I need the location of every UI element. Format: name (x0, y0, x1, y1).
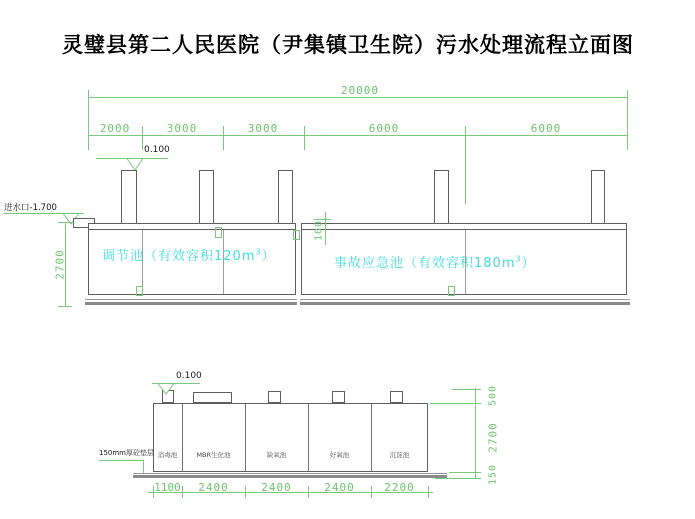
dim-tick (142, 126, 143, 150)
dim-ext-left (88, 90, 89, 150)
dim-tick (428, 486, 429, 498)
dim-text-bottom: 2200 (384, 481, 415, 494)
dim-text-segment: 3000 (166, 122, 198, 135)
riser (390, 391, 403, 403)
dim-line-segments (88, 135, 627, 136)
dim-text-segment: 2000 (99, 122, 131, 135)
tank2-top-inner-line (302, 229, 626, 230)
tank1-label-sup: 3 (255, 247, 262, 257)
compartment-wall (308, 404, 309, 471)
dim-ext (452, 389, 481, 390)
dim-tick (304, 126, 305, 150)
dim-tick (58, 306, 72, 307)
compartment-wall (182, 404, 183, 471)
riser (332, 391, 345, 403)
dim-line-overall (88, 97, 627, 98)
slab (85, 302, 297, 305)
pipe-opening (293, 230, 300, 240)
tank1-label-text: 调节池（有效容积120m (102, 249, 256, 264)
dim-text-overall: 20000 (340, 84, 380, 97)
slab-line (85, 299, 297, 300)
compartment-label: 消毒池 (157, 451, 178, 459)
dim-ext-right (627, 90, 628, 150)
elevation-value: 0.100 (176, 371, 202, 381)
slab-line (300, 299, 630, 300)
riser (193, 392, 232, 403)
tank2-label (334, 252, 536, 271)
pipe-opening (448, 286, 455, 296)
tank1-label-close: ） (261, 249, 276, 264)
tank2-label-sup: 3 (515, 254, 522, 264)
dim-text-right: 150 (487, 463, 499, 486)
vent-column (591, 170, 605, 224)
compartment-label: 好氧池 (329, 451, 350, 459)
dim-text-segment: 6000 (368, 122, 400, 135)
vent-column (121, 170, 137, 224)
elevation-triangle-icon (157, 383, 175, 395)
tank1-label (102, 245, 276, 264)
slab (133, 475, 447, 478)
note-leader-line (99, 460, 144, 461)
vent-column (278, 170, 293, 224)
dim-ext (449, 472, 481, 473)
compartment-label: 缺氧池 (266, 451, 287, 459)
slab (300, 302, 630, 305)
note-leader-line (143, 460, 144, 473)
dim-text-depth: 2700 (53, 249, 67, 280)
dim-line-wall (325, 212, 326, 245)
dim-ext (430, 403, 481, 404)
dim-ext (435, 478, 481, 479)
base-note: 150mm厚砼垫层 (99, 449, 154, 457)
compartment-label: 沉淀池 (389, 451, 410, 459)
pipe-opening (136, 286, 143, 296)
dim-text-bottom: 2400 (324, 481, 355, 494)
compartment-label: MBR生化池 (196, 451, 231, 459)
vent-column (199, 170, 214, 224)
vent-column (434, 170, 449, 224)
dim-text-right: 2700 (486, 422, 500, 453)
dim-tick (58, 222, 72, 223)
dim-tick (223, 126, 224, 150)
dim-text-bottom: 2400 (261, 481, 292, 494)
elevation-value: 0.100 (144, 145, 170, 155)
drawing-title: 灵璧县第二人民医院（尹集镇卫生院）污水处理流程立面图 (62, 32, 634, 57)
dim-line-right (475, 388, 476, 478)
dim-text-segment: 3000 (247, 122, 279, 135)
dim-text-segment: 6000 (530, 122, 562, 135)
riser (268, 391, 281, 403)
dim-tick (465, 126, 466, 204)
slab-line (133, 473, 447, 474)
equipment-tank-outline (153, 403, 428, 472)
dim-text-bottom: 1100 (154, 481, 181, 494)
tank1-top-inner-line (89, 229, 295, 230)
dim-text-bottom: 2400 (198, 481, 229, 494)
dim-text-right: 500 (487, 384, 499, 407)
tank2-label-close: ） (521, 256, 536, 271)
compartment-wall (371, 404, 372, 471)
inlet-elevation-label: 进水口-1.700 (4, 203, 57, 213)
pipe-opening (215, 227, 222, 238)
tank2-label-text: 事故应急池（有效容积180m (334, 256, 516, 271)
compartment-wall (245, 404, 246, 471)
dim-text-wall: 100 (313, 219, 325, 242)
